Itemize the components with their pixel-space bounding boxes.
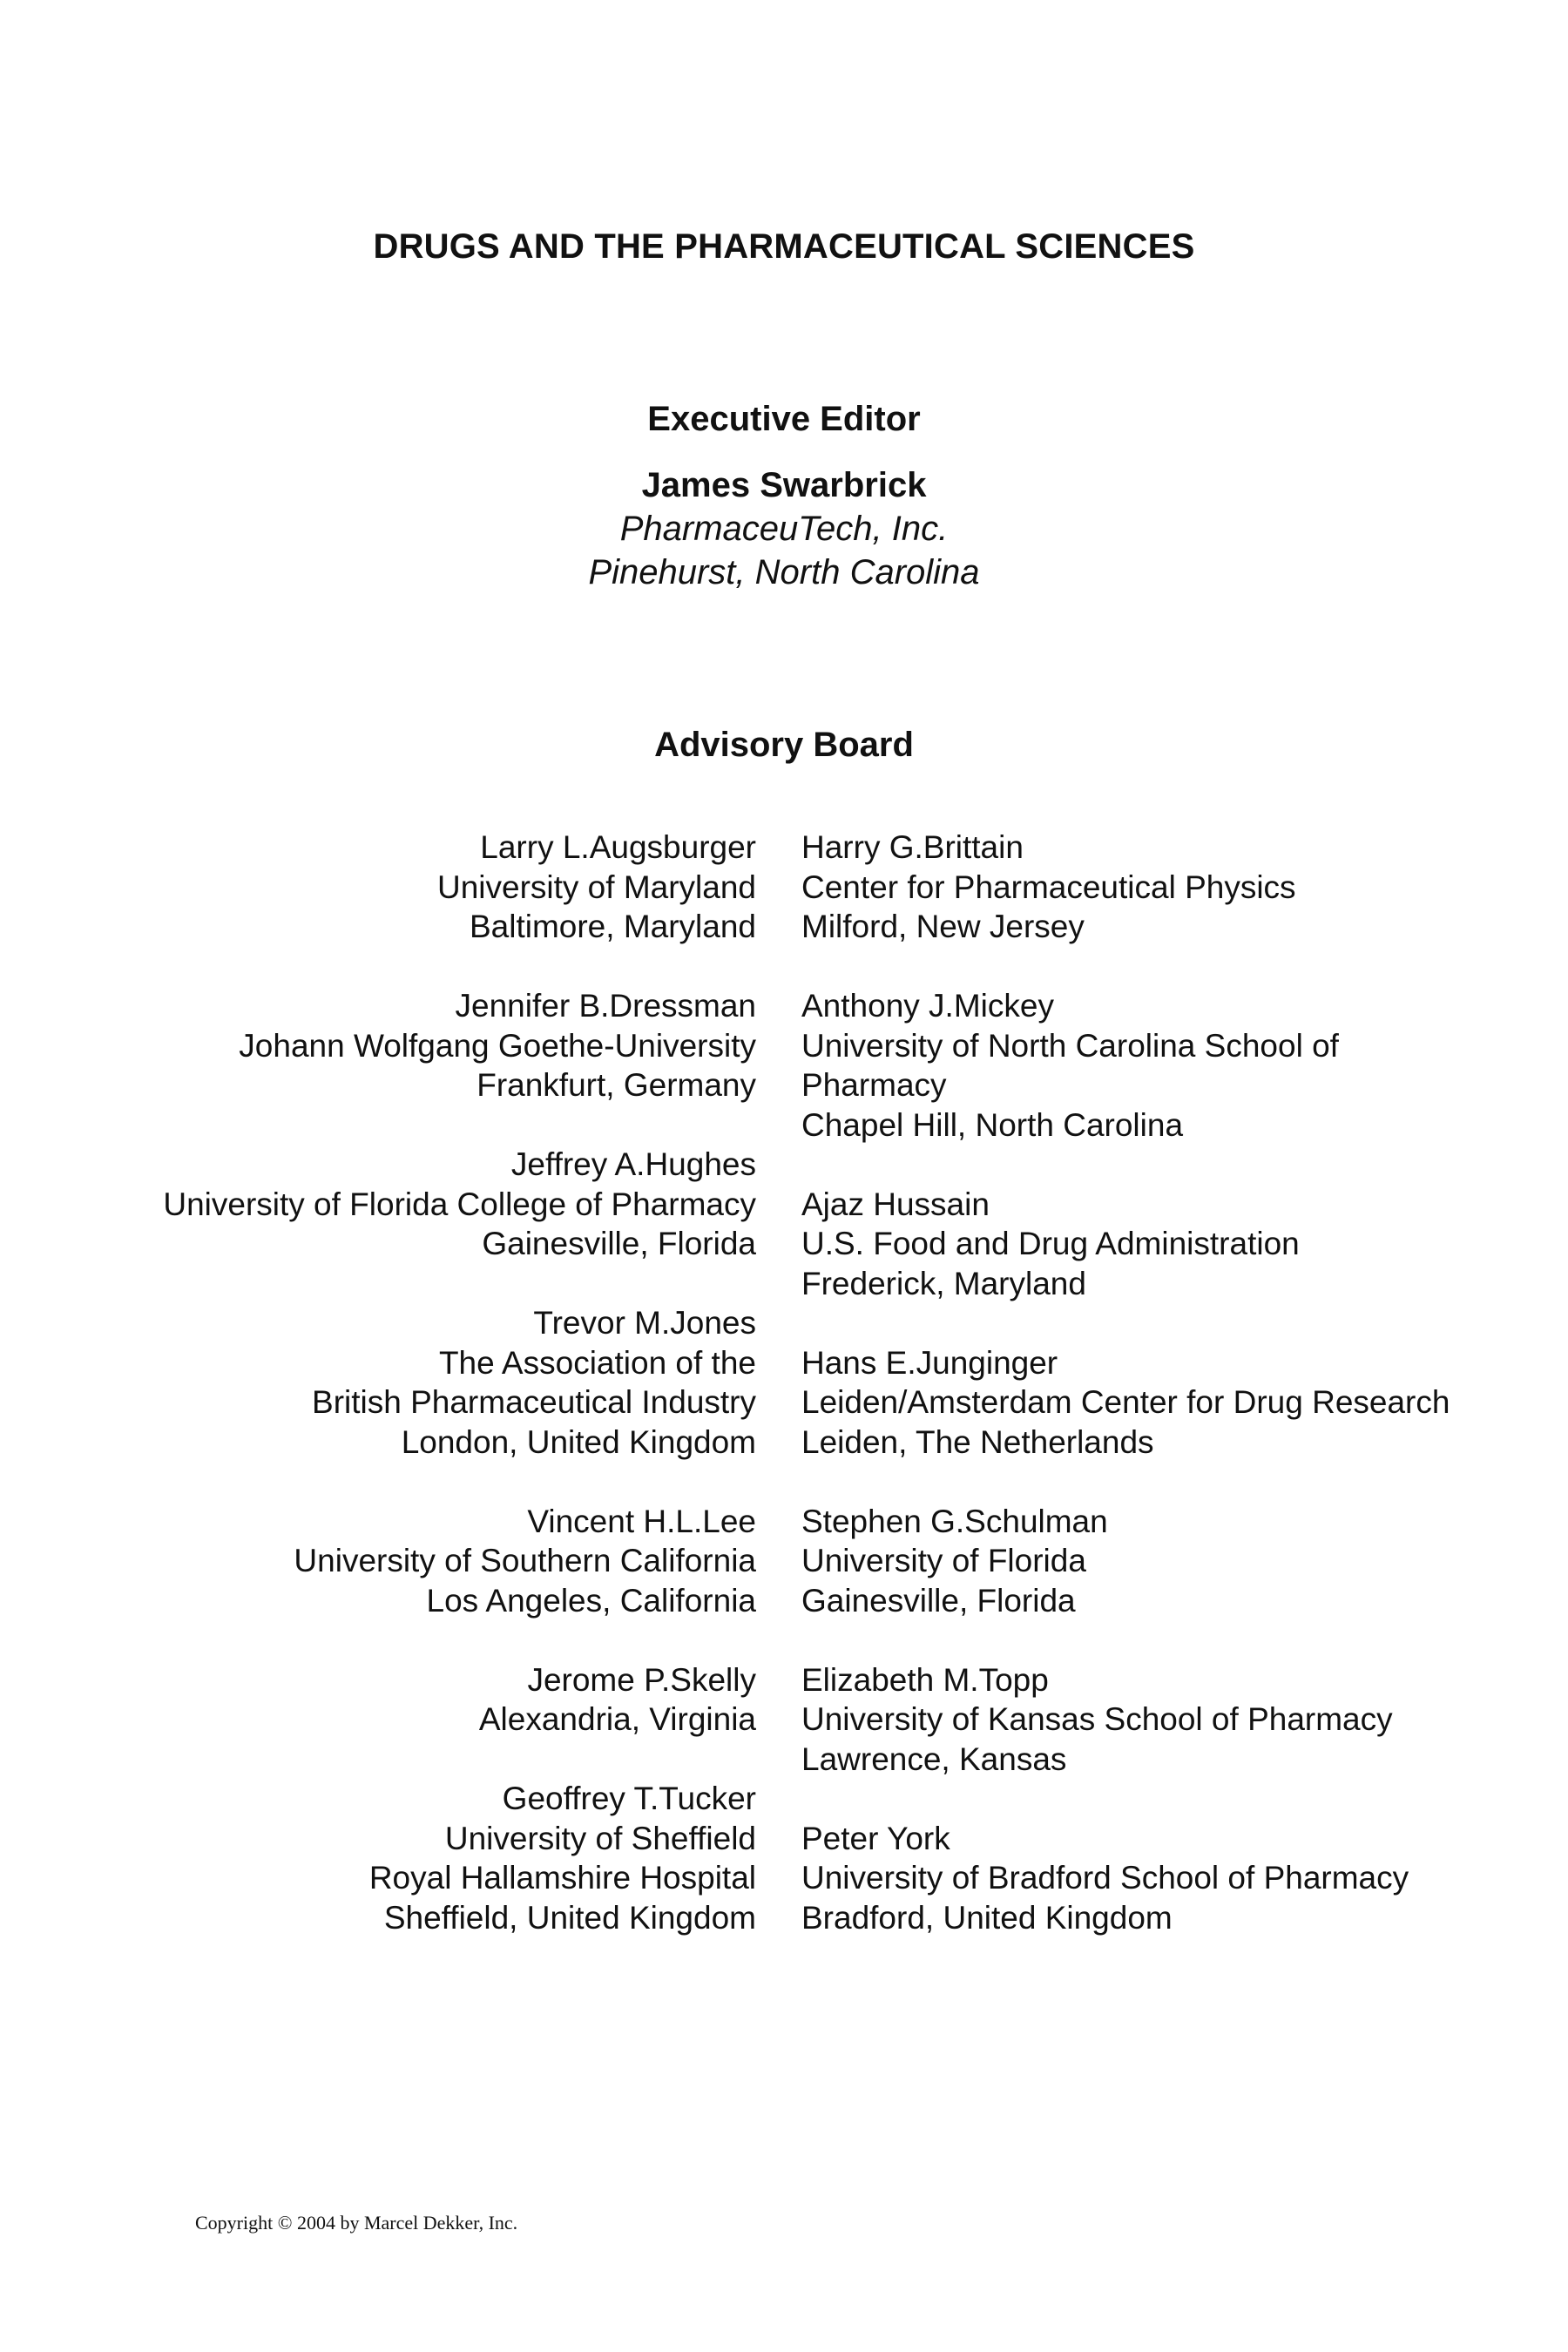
member-name: Jerome P.Skelly [527, 1661, 756, 1698]
member-location: Bradford, United Kingdom [801, 1899, 1173, 1936]
member-name: Stephen G.Schulman [801, 1503, 1108, 1539]
member-location: Leiden, The Netherlands [801, 1423, 1154, 1460]
member-name: Jennifer B.Dressman [455, 988, 756, 1024]
board-member [801, 986, 1551, 1145]
member-location: Alexandria, Virginia [478, 1701, 756, 1737]
member-affiliation: Johann Wolfgang Goethe-University [239, 1027, 756, 1064]
executive-editor-location: Pinehurst, North Carolina [588, 553, 980, 591]
member-affiliation: University of Kansas School of Pharmacy [801, 1701, 1393, 1737]
member-affiliation: University of North Carolina School of [801, 1027, 1339, 1064]
member-affiliation: University of Maryland [436, 868, 756, 905]
board-member [7, 986, 756, 1105]
member-location: Baltimore, Maryland [469, 909, 756, 944]
copyright-notice: Copyright © 2004 by Marcel Dekker, Inc. [195, 2212, 518, 2234]
member-location: Frederick, Maryland [801, 1265, 1086, 1301]
member-name: Jeffrey A.Hughes [510, 1146, 756, 1182]
member-affiliation: University of Florida College of Pharmacy [163, 1186, 756, 1222]
member-affiliation: University of Southern California [294, 1543, 756, 1578]
member-location: Gainesville, Florida [482, 1226, 756, 1261]
member-affiliation: The Association of the [438, 1344, 756, 1381]
member-location: London, United Kingdom [401, 1423, 756, 1460]
member-location: Lawrence, Kansas [801, 1740, 1067, 1777]
member-name: Elizabeth M.Topp [801, 1661, 1049, 1698]
member-name: Larry L.Augsburger [480, 829, 756, 865]
advisory-board-left-column [7, 828, 756, 1937]
member-location: Gainesville, Florida [801, 1582, 1076, 1619]
member-name: Trevor M.Jones [533, 1305, 756, 1341]
member-affiliation: Royal Hallamshire Hospital [368, 1860, 756, 1896]
board-member [7, 828, 756, 947]
executive-editor-affiliation: PharmaceuTech, Inc. [619, 510, 949, 548]
member-location: Sheffield, United Kingdom [383, 1899, 756, 1936]
member-affiliation: University of Florida [801, 1543, 1086, 1578]
member-name: Hans E.Junginger [801, 1344, 1058, 1381]
board-member [801, 828, 1551, 947]
board-member [801, 1185, 1551, 1304]
member-affiliation: University of Bradford School of Pharmacy [801, 1860, 1409, 1896]
member-name: Peter York [801, 1820, 950, 1856]
executive-editor-name: James Swarbrick [641, 466, 927, 504]
member-affiliation: British Pharmaceutical Industry [312, 1384, 756, 1420]
member-name: Vincent H.L.Lee [527, 1503, 756, 1539]
board-member [7, 1502, 756, 1621]
member-location: Chapel Hill, North Carolina [801, 1106, 1184, 1143]
board-member [801, 1502, 1551, 1621]
board-member [7, 1660, 756, 1740]
member-affiliation: Center for Pharmaceutical Physics [801, 868, 1296, 905]
member-affiliation: University of Sheffield [444, 1820, 756, 1856]
advisory-board-heading: Advisory Board [654, 726, 914, 764]
executive-editor-heading: Executive Editor [647, 400, 921, 438]
member-location: Frankfurt, Germany [476, 1067, 756, 1103]
member-affiliation: Leiden/Amsterdam Center for Drug Research [801, 1384, 1450, 1420]
series-title: DRUGS AND THE PHARMACEUTICAL SCIENCES [373, 227, 1195, 266]
member-affiliation: U.S. Food and Drug Administration [801, 1226, 1300, 1261]
member-affiliation: Pharmacy [801, 1067, 947, 1103]
board-member [7, 1303, 756, 1462]
advisory-board-right-column [801, 828, 1551, 1937]
member-name: Harry G.Brittain [801, 829, 1024, 865]
board-member [801, 1660, 1551, 1780]
member-name: Anthony J.Mickey [801, 988, 1054, 1024]
board-member [801, 1819, 1551, 1938]
member-location: Milford, New Jersey [801, 909, 1085, 944]
member-name: Geoffrey T.Tucker [502, 1781, 756, 1816]
board-member [7, 1779, 756, 1937]
board-member [801, 1343, 1551, 1463]
member-location: Los Angeles, California [426, 1582, 756, 1619]
member-name: Ajaz Hussain [801, 1186, 990, 1222]
board-member [7, 1145, 756, 1264]
